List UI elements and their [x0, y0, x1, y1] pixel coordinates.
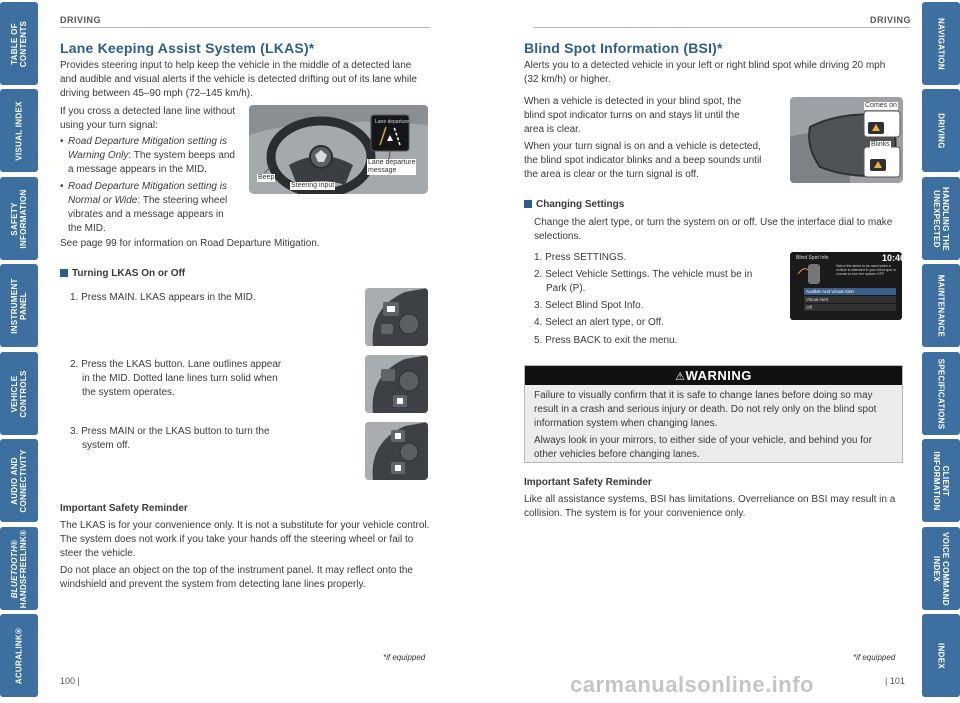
warning-line-1: Failure to visually confirm that it is safe to change lanes before doing so may — [534, 390, 873, 401]
bullet-1-line-1: Road Departure Mitigation setting is — [68, 136, 227, 147]
tab-client-information[interactable]: CLIENT INFORMATION — [922, 439, 960, 522]
lkas-cross-line-1: If you cross a detected lane line without — [60, 106, 236, 117]
bsi-intro-line-1: Alerts you to a detected vehicle in your left or right blind spot while driving 20 mph — [524, 60, 886, 71]
car-top-view-icon — [794, 262, 834, 286]
left-header-rule — [60, 27, 430, 28]
bsi-detect-line-1: When a vehicle is detected in your blind spot, the — [524, 96, 742, 107]
bsi-detect-line-2: blind spot indicator turns on and stays lit until the — [524, 110, 740, 121]
step-1-button-image — [365, 288, 428, 346]
bsi-safety-line-2: collision. The system is for your convenience only. — [524, 508, 746, 519]
tab-safety-information[interactable]: SAFETY INFORMATION — [0, 177, 38, 260]
warning-header: ⚠WARNING — [525, 366, 902, 385]
screen-option-1[interactable]: Audible And Visual Alert — [804, 288, 896, 295]
tab-vehicle-controls[interactable]: VEHICLE CONTROLS — [0, 352, 38, 435]
tab-table-of-contents[interactable]: TABLE OF CONTENTS — [0, 2, 38, 85]
lkas-cross-line-2: using your turn signal: — [60, 120, 158, 131]
lkas-safety-line-1: The LKAS is for your convenience only. It is not a substitute for your vehicle control. — [60, 520, 430, 531]
bullet-2-line-4: the MID. — [68, 223, 106, 234]
bsi-mirror-figure — [790, 97, 903, 183]
fig-screen-text: Lane departure — [375, 119, 409, 125]
bsi-step-4: 4. Select an alert type, or Off. — [534, 317, 664, 328]
bsi-step-1: 1. Press SETTINGS. — [534, 252, 627, 263]
bullet-1-line-2: Warning Only: The system beeps and — [68, 150, 235, 161]
bsi-settings-line-2: selections. — [534, 231, 582, 242]
bsi-signal-line-2: the blind spot indicator blinks and a beep sounds until — [524, 155, 762, 166]
left-page-number: 100 | — [60, 676, 80, 686]
section-marker-icon — [60, 269, 68, 277]
lkas-step-3-line-1: 3. Press MAIN or the LKAS button to turn the — [70, 426, 270, 437]
lkas-intro-line-3: driving between 45–90 mph (72–145 km/h). — [60, 88, 253, 99]
callout-steering-input: Steering input — [291, 182, 335, 189]
warning-line-5: other vehicles before changing lanes. — [534, 449, 700, 460]
tab-index[interactable]: INDEX — [922, 614, 960, 697]
watermark: carmanualsonline.info — [570, 672, 814, 697]
callout-blinks: Blinks — [871, 141, 890, 148]
right-page-number: | 101 — [885, 676, 905, 686]
bsi-title: Blind Spot Information (BSI)* — [524, 40, 723, 56]
tab-voice-command-index[interactable]: VOICE COMMAND INDEX — [922, 527, 960, 610]
lkas-step-1: 1. Press MAIN. LKAS appears in the MID. — [70, 292, 256, 303]
right-header-rule — [533, 27, 910, 28]
lkas-title: Lane Keeping Assist System (LKAS)* — [60, 40, 315, 56]
bullet-2-line-1: Road Departure Mitigation setting is — [68, 181, 227, 192]
callout-beep: Beep — [258, 174, 275, 181]
tab-navigation[interactable]: NAVIGATION — [922, 2, 960, 85]
bullet-2-line-3: vibrates and a message appears in — [68, 209, 224, 220]
tab-acuralink[interactable]: ACURALINK® — [0, 614, 38, 697]
bsi-safety-line-1: Like all assistance systems, BSI has limitations. Overreliance on BSI may result in a — [524, 494, 896, 505]
screen-option-3[interactable]: Off — [804, 304, 896, 311]
left-section-tabs — [0, 0, 38, 703]
bsi-section-heading: Changing Settings — [524, 199, 624, 210]
bsi-intro-line-2: (32 km/h) or higher. — [524, 74, 611, 85]
lkas-step-2-line-3: the system operates. — [82, 387, 175, 398]
lkas-safety-line-2: The system does not work if you take your hands off the steering wheel or fail to — [60, 534, 414, 545]
screen-description: Select the alerts to be used when a vehicle is detected in your blind spot or choose to turn the system OFF. — [836, 264, 897, 276]
bullet-1-line-3: a message appears in the MID. — [68, 164, 207, 175]
lkas-intro-line-1: Provides steering input to help keep the vehicle in the middle of a detected lane — [60, 60, 412, 71]
bsi-settings-screen — [790, 252, 906, 320]
bsi-step-2-line-1: 2. Select Vehicle Settings. The vehicle must be in — [534, 269, 753, 280]
left-footnote: *if equipped — [383, 653, 426, 662]
warning-triangle-icon: ⚠ — [675, 371, 686, 383]
bullet-2-line-2: Normal or Wide: The steering wheel — [68, 195, 228, 206]
tab-bluetooth-handsfreelink[interactable]: BLUETOOTH® HANDSFREELINK® — [0, 527, 38, 610]
tab-specifications[interactable]: SPECIFICATIONS — [922, 352, 960, 435]
bsi-safety-heading: Important Safety Reminder — [524, 477, 652, 488]
bsi-step-5: 5. Press BACK to exit the menu. — [534, 335, 678, 346]
lkas-step-3-line-2: system off. — [82, 440, 131, 451]
callout-comes-on: Comes on — [865, 102, 897, 109]
screen-option-2[interactable]: Visual Alert — [804, 296, 896, 303]
tab-handling-unexpected[interactable]: HANDLING THE UNEXPECTED — [922, 177, 960, 260]
bsi-step-2-line-2: Park (P). — [546, 283, 586, 294]
steering-buttons-illustration — [365, 288, 428, 346]
bullet-dot: • — [60, 136, 64, 147]
steering-buttons-illustration — [365, 422, 428, 480]
see-page-note: See page 99 for information on Road Departure Mitigation. — [60, 238, 320, 249]
left-running-head: DRIVING — [60, 15, 102, 25]
lkas-figure — [249, 105, 428, 194]
warning-line-2: result in a crash and serious injury or death. Do not rely only on the blind spot — [534, 404, 877, 415]
tab-audio-connectivity[interactable]: AUDIO AND CONNECTIVITY — [0, 439, 38, 522]
steering-buttons-illustration — [365, 355, 428, 413]
tab-visual-index[interactable]: VISUAL INDEX — [0, 89, 38, 172]
bsi-settings-line-1: Change the alert type, or turn the system on or off. Use the interface dial to make — [534, 217, 893, 228]
lkas-step-2-line-1: 2. Press the LKAS button. Lane outlines appear — [70, 359, 282, 370]
lkas-safety-line-4: Do not place an object on the top of the instrument panel. It may reflect onto the — [60, 565, 413, 576]
lkas-intro-line-2: and audible and visual alerts if the vehicle is detected drifting out of its lane while — [60, 74, 417, 85]
bsi-detect-line-3: area is clear. — [524, 124, 581, 135]
tab-driving[interactable]: DRIVING — [922, 89, 960, 172]
screen-time: 10:46 — [882, 253, 906, 263]
step-2-button-image — [365, 355, 428, 413]
lkas-section-heading: Turning LKAS On or Off — [60, 268, 185, 279]
bsi-signal-line-3: the area is clear or the turn signal is off. — [524, 169, 699, 180]
screen-title: Blind Spot Info — [796, 255, 829, 261]
step-3-button-image — [365, 422, 428, 480]
warning-line-4: Always look in your mirrors, to either side of your vehicle, and behind you for — [534, 435, 872, 446]
right-section-tabs — [922, 0, 960, 703]
lkas-safety-heading: Important Safety Reminder — [60, 503, 188, 514]
callout-lane-departure: Lane departure message — [368, 159, 416, 174]
lkas-safety-line-3: steer the vehicle. — [60, 548, 136, 559]
section-marker-icon — [524, 200, 532, 208]
warning-line-3: information system when changing lanes. — [534, 418, 718, 429]
right-running-head: DRIVING — [870, 15, 912, 25]
bsi-step-3: 3. Select Blind Spot Info. — [534, 300, 644, 311]
lkas-step-2-line-2: in the MID. Dotted lane lines turn solid when — [82, 373, 278, 384]
lkas-safety-line-5: windshield and prevent the system from detecting lane lines properly. — [60, 579, 366, 590]
bullet-dot: • — [60, 181, 64, 192]
tab-instrument-panel[interactable]: INSTRUMENT PANEL — [0, 264, 38, 347]
tab-maintenance[interactable]: MAINTENANCE — [922, 264, 960, 347]
bsi-warning-box — [524, 365, 903, 463]
bsi-signal-line-1: When your turn signal is on and a vehicle is detected, — [524, 141, 761, 152]
right-footnote: *if equipped — [853, 653, 896, 662]
